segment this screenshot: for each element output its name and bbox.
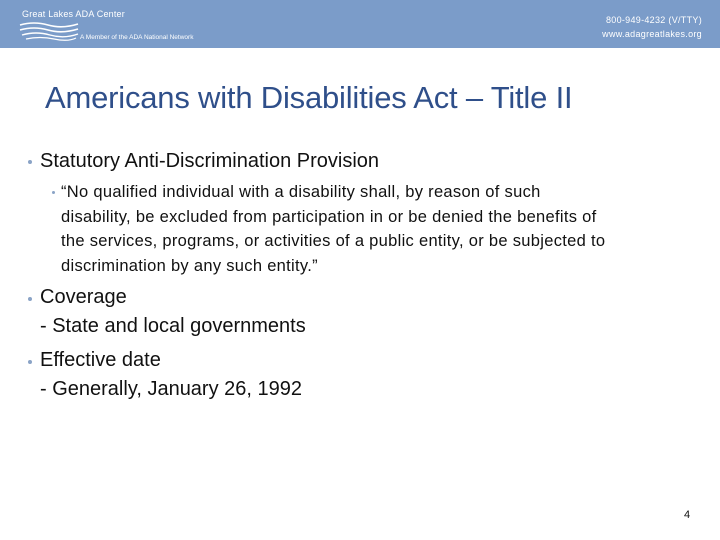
statute-quote [61, 180, 703, 278]
website-url: www.adagreatlakes.org [602, 29, 702, 39]
quote-line-4: discrimination by any such entity.” [61, 256, 318, 275]
coverage-detail: - State and local governments [40, 315, 306, 337]
logo-org-name: Great Lakes ADA Center [22, 9, 125, 19]
bullet-effective-date: Effective date [40, 349, 161, 371]
sub-bullet-dot [52, 191, 55, 194]
effective-date-detail: - Generally, January 26, 1992 [40, 378, 303, 400]
slide-title: Americans with Disabilities Act – Title II [45, 80, 573, 115]
bullet-coverage: Coverage [40, 286, 127, 308]
quote-line-3: the services, programs, or activities of a public entity, or be subjected to [61, 232, 606, 250]
great-lakes-ada-center-logo [16, 3, 216, 43]
phone-number: 800-949-4232 (V/TTY) [605, 15, 702, 25]
logo-waves-icon [18, 21, 80, 41]
logo-tagline: A Member of the ADA National Network [80, 34, 194, 41]
bullet-dot [28, 360, 32, 364]
bullet-dot [28, 160, 32, 164]
quote-line-1: “No qualified individual with a disability shall, by reason of such [61, 183, 541, 201]
contact-info [602, 13, 702, 41]
header-bar [0, 0, 720, 48]
quote-line-2: disability, be excluded from participation in or be denied the benefits of [61, 207, 597, 226]
page-number: 4 [684, 509, 691, 521]
bullet-statutory-provision: Statutory Anti-Discrimination Provision [40, 150, 380, 172]
bullet-dot [28, 297, 32, 301]
